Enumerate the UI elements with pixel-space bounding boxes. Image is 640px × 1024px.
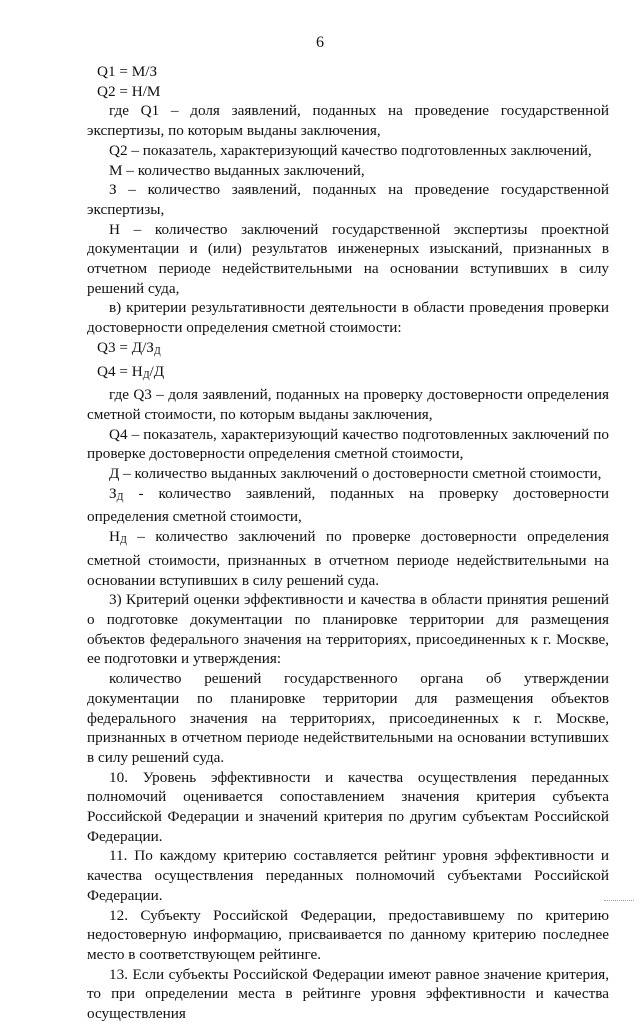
document-body — [87, 62, 609, 1024]
paragraph: 10. Уровень эффективности и качества осуществления переданных полномочий оценивается сопоставлением значения критерия субъекта Российской Федерации и значений критерия по другим субъектам Российской Федерации. — [87, 768, 609, 845]
formula-q2: Q2 = Н/М — [97, 82, 161, 100]
paragraph: 13. Если субъекты Российской Федерации имеют равное значение критерия, то при определении места в рейтинге уровня эффективности и качества осуществления — [87, 965, 609, 1023]
formula-q4-tail: /Д — [149, 362, 165, 380]
paragraph: где Q1 – доля заявлений, поданных на проведение государственной экспертизы, по которым выданы заключения, — [87, 102, 609, 140]
paragraph: 3) Критерий оценки эффективности и качества в области принятия решений о подготовке документации по планировке территории для размещения объектов федерального значения на территориях, присоединенных к г. Москве, ее подготовки и утверждения: — [87, 591, 609, 668]
formula-q4-subscript: Д — [142, 369, 150, 381]
formula-q4 — [87, 362, 609, 386]
paragraph — [87, 484, 609, 527]
paragraph: Д – количество выданных заключений о достоверности сметной стоимости, — [109, 465, 602, 483]
paragraph: где Q3 – доля заявлений, поданных на проверку достоверности определения сметной стоимости, по которым выданы заключения, — [87, 386, 609, 423]
paragraph: 11. По каждому критерию составляется рейтинг уровня эффективности и качества осуществления переданных полномочий субъектами Российской Федерации. — [87, 847, 609, 904]
scan-corner-mark — [604, 894, 634, 901]
page-number: 6 — [316, 34, 324, 51]
paragraph: в) критерии результативности деятельности в области проведения проверки достоверности определения сметной стоимости: — [87, 299, 609, 337]
formula-q1: Q1 = М/З — [97, 63, 158, 80]
paragraph: Q4 – показатель, характеризующий качество подготовленных заключений по проверке достоверности определения сметной стоимости, — [87, 425, 609, 463]
formula-q3 — [87, 338, 609, 362]
formula-q4-main: Q4 = Н — [97, 362, 143, 380]
symbol-subscript: Д — [119, 535, 127, 547]
paragraph: Q2 – показатель, характеризующий качество подготовленных заключений, — [109, 141, 592, 159]
paragraph: количество решений государственного органа об утверждении документации по планировке территории для размещения объектов федерального значения на территориях, присоединенных к г. Москве, признанных в отчетном периоде недействительными на основании вступивших в силу решений суда. — [87, 670, 609, 766]
paragraph: 12. Субъекту Российской Федерации, предоставившему по критерию недостоверную информацию, присваивается по данному критерию последнее место в соответствующем рейтинге. — [87, 906, 609, 963]
symbol: Н — [109, 528, 120, 546]
formula-q3-subscript: Д — [153, 345, 161, 357]
paragraph: Н – количество заключений государственной экспертизы проектной документации и (или) результатов инженерных изысканий, признанных в отчетном периоде недействительными на основании вступивших в силу решений суда, — [87, 220, 609, 297]
paragraph — [87, 527, 609, 590]
paragraph: М – количество выданных заключений, — [109, 161, 365, 179]
symbol: З — [109, 484, 117, 502]
paragraph-text: – количество заключений по проверке достоверности определения сметной стоимости, признанных в отчетном периоде недействительными на основании вступивших в силу решений суда. — [87, 528, 609, 589]
paragraph: З – количество заявлений, поданных на проведение государственной экспертизы, — [87, 181, 609, 218]
symbol-subscript: Д — [116, 491, 124, 503]
paragraph-text: - количество заявлений, поданных на проверку достоверности определения сметной стоимости, — [87, 484, 609, 526]
formula-q3-main: Q3 = Д/З — [97, 338, 154, 356]
